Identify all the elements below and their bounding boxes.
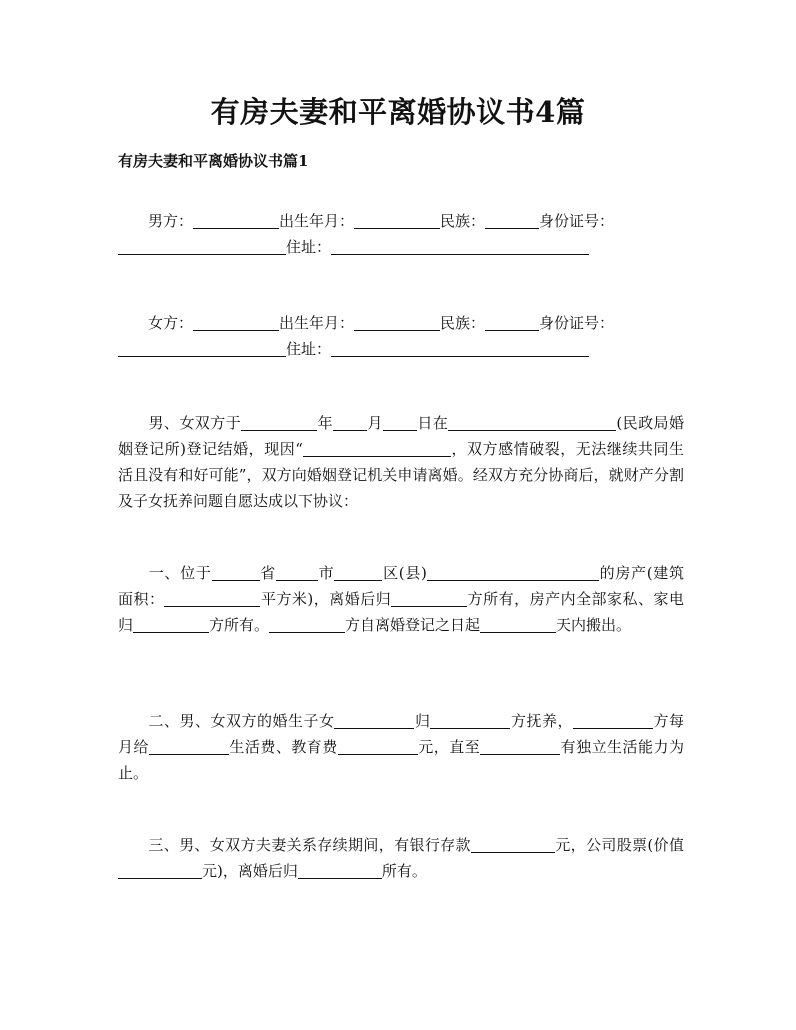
intro-text-5: (民政局婚姻登记所)登记结婚，现因“ [118, 414, 684, 458]
female-address-label: 住址： [286, 340, 332, 358]
clause3-text-1: 三、男、女双方夫妻关系存续期间，有银行存款 [148, 836, 471, 854]
female-ethnicity-label: 民族： [440, 314, 486, 332]
female-birth-label: 出生年月： [279, 314, 355, 332]
clause1-text-10: 天内搬出。 [556, 616, 632, 634]
registry-blank [448, 415, 616, 431]
female-name-blank [193, 315, 279, 331]
custody-blank [430, 713, 510, 729]
recipient-blank [149, 739, 229, 755]
area-blank [164, 591, 260, 607]
female-info-paragraph [118, 310, 684, 362]
male-label: 男方： [148, 212, 194, 230]
male-name-blank [193, 213, 279, 229]
clause2-text-4: 方每月给 [118, 712, 684, 756]
deposit-blank [471, 837, 555, 853]
province-blank [212, 565, 260, 581]
clause1-text-3: 市 [317, 564, 335, 582]
clause1-text-7: 方所有，房产内全部家私、家电归 [118, 590, 684, 634]
payer-blank [573, 713, 653, 729]
clause1-text-6: 平方米)，离婚后归 [260, 590, 392, 608]
intro-text-2: 年 [317, 414, 334, 432]
clause3-text-4: 所有。 [381, 862, 427, 880]
year-blank [241, 415, 317, 431]
clause2-text-1: 二、男、女双方的婚生子女 [148, 712, 335, 730]
clause-3-paragraph [118, 832, 684, 884]
male-birth-blank [354, 213, 440, 229]
clause1-text-8: 方所有。 [209, 616, 270, 634]
amount-blank [338, 739, 418, 755]
female-label: 女方： [148, 314, 194, 332]
male-birth-label: 出生年月： [279, 212, 355, 230]
clause1-text-1: 一、位于 [148, 564, 212, 582]
male-ethnicity-blank [485, 213, 539, 229]
day-blank [383, 415, 417, 431]
intro-text-1: 男、女双方于 [148, 414, 242, 432]
city-blank [276, 565, 318, 581]
intro-text-4: 日在 [416, 414, 449, 432]
clause-2-paragraph [118, 708, 684, 786]
intro-text-3: 月 [367, 414, 383, 432]
female-id-blank [118, 341, 286, 357]
clause3-text-2: 元，公司股票(价值 [554, 836, 684, 854]
male-info-paragraph [118, 208, 684, 260]
male-address-label: 住址： [286, 238, 332, 256]
male-id-label: 身份证号： [539, 212, 615, 230]
female-id-label: 身份证号： [539, 314, 615, 332]
female-ethnicity-blank [485, 315, 539, 331]
intro-paragraph [118, 410, 684, 514]
property-address-blank [427, 565, 599, 581]
clause-1-paragraph [118, 560, 684, 638]
clause2-text-5: 生活费、教育费 [228, 738, 338, 756]
clause1-text-9: 方自离婚登记之日起 [345, 616, 481, 634]
clause2-text-6: 元，直至 [417, 738, 481, 756]
clause1-text-5: 的房产(建筑面积： [118, 564, 684, 608]
reason-blank [303, 441, 451, 457]
property-owner-blank [391, 591, 467, 607]
until-blank [480, 739, 560, 755]
child-blank [334, 713, 414, 729]
furniture-owner-blank [133, 617, 209, 633]
clause2-text-3: 方抚养， [510, 712, 573, 730]
asset-owner-blank [298, 863, 382, 879]
clause2-text-7: 有独立生活能力为止。 [118, 738, 684, 782]
clause1-text-4: 区(县) [382, 564, 427, 582]
stock-value-blank [118, 863, 202, 879]
clause2-text-2: 归 [414, 712, 431, 730]
male-address-blank [331, 239, 589, 255]
clause1-text-2: 省 [259, 564, 276, 582]
female-birth-blank [354, 315, 440, 331]
document-title: 有房夫妻和平离婚协议书4篇 [210, 95, 586, 129]
male-ethnicity-label: 民族： [440, 212, 486, 230]
section-heading: 有房夫妻和平离婚协议书篇1 [118, 152, 309, 170]
male-id-blank [118, 239, 286, 255]
month-blank [333, 415, 367, 431]
moving-party-blank [269, 617, 345, 633]
female-address-blank [331, 341, 589, 357]
intro-text-6: ，双方感情破裂，无法继续共同生活且没有和好可能”，双方向婚姻登记机关申请离婚。经双方充分协商后，就财产分割及子女抚养问题自愿达成以下协议： [118, 440, 684, 510]
district-blank [334, 565, 382, 581]
clause3-text-3: 元)，离婚后归 [202, 862, 298, 880]
days-blank [480, 617, 556, 633]
